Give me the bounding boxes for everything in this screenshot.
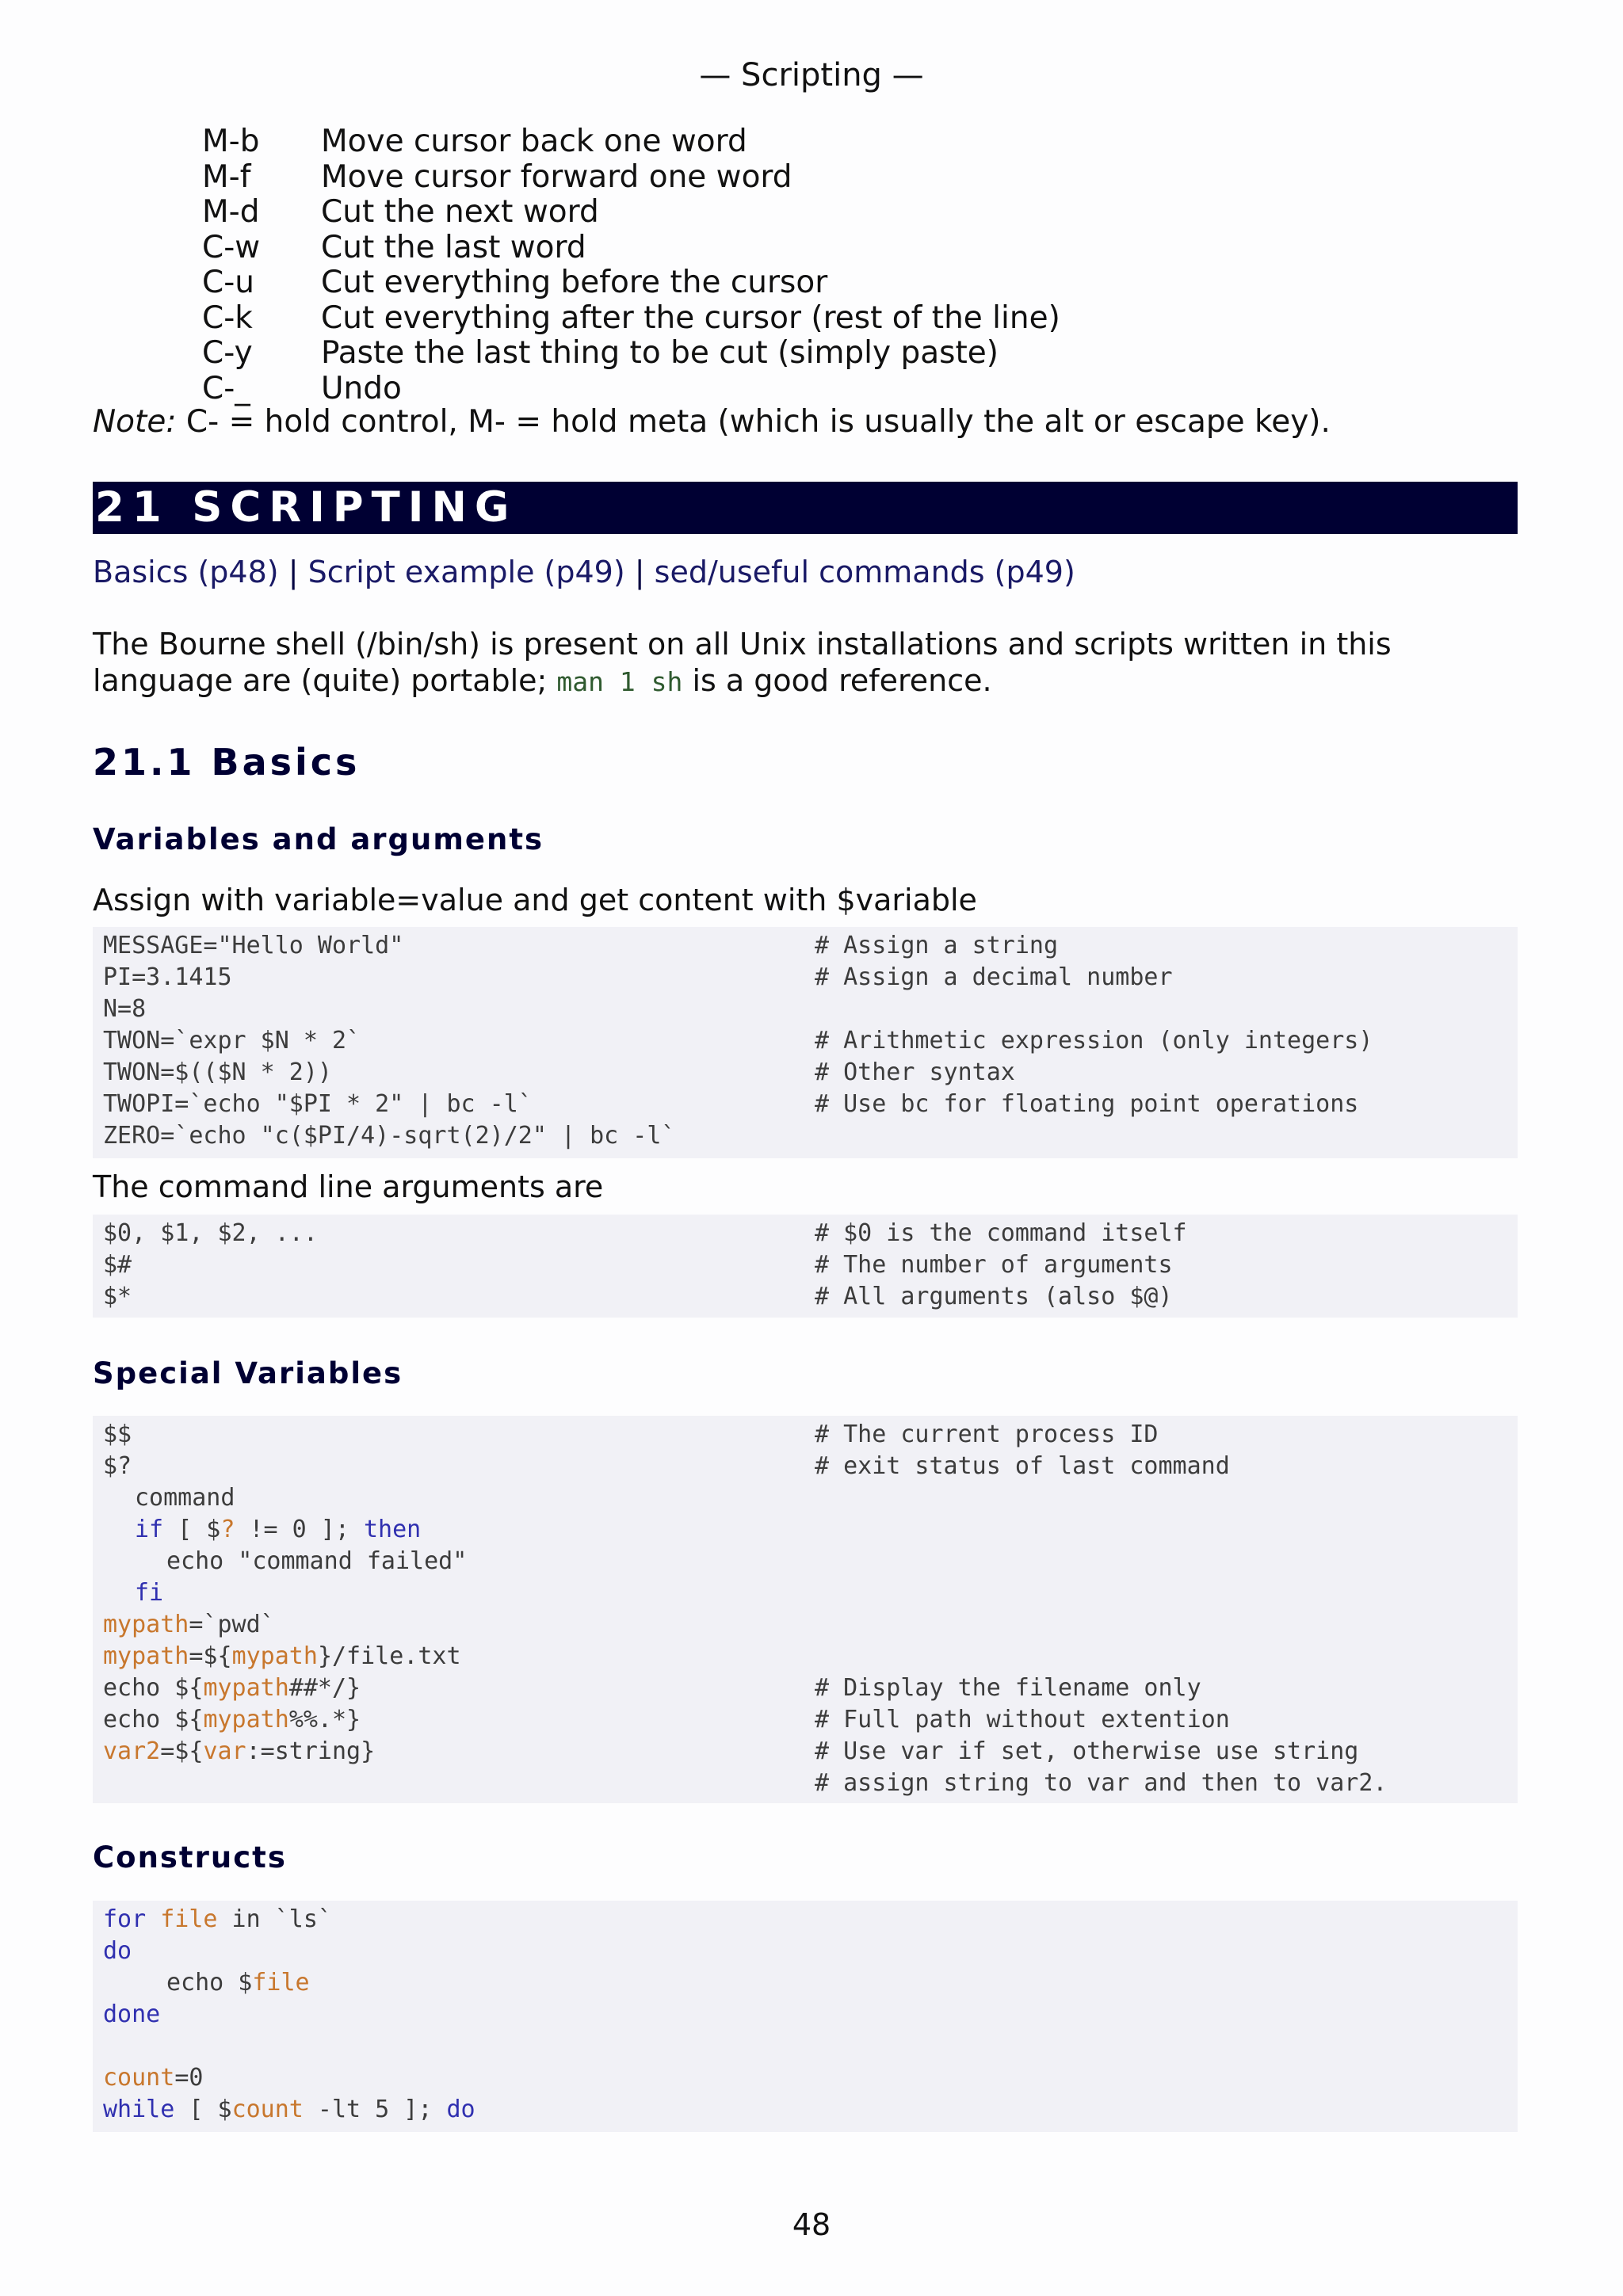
code-line: ZERO=`echo "c($PI/4)-sqrt(2)/2" | bc -l` [103, 1122, 676, 1150]
heading-special-variables: Special Variables [93, 1356, 403, 1390]
code-line: $# [103, 1251, 132, 1279]
code-line: $$ [103, 1421, 132, 1448]
shortcut-row [202, 124, 747, 159]
shortcut-description: Cut everything before the cursor [321, 265, 828, 300]
page-header: — Scripting — [699, 57, 924, 93]
intro-paragraph [93, 626, 1519, 700]
shortcut-row [202, 231, 586, 265]
code-block-arguments [93, 1215, 1518, 1318]
variable: mypath [203, 1674, 289, 1702]
code-text: %%.*} [288, 1706, 361, 1733]
variable: count [231, 2096, 304, 2123]
page-number: 48 [792, 2207, 831, 2242]
shortcut-description: Paste the last thing to be cut (simply paste) [321, 335, 999, 371]
shortcut-row [202, 336, 999, 371]
code-text: -lt 5 ]; [303, 2096, 447, 2123]
code-line: echo "command failed" [166, 1547, 468, 1575]
code-line [103, 1641, 461, 1672]
variables-description: Assign with variable=value and get content with $variable [93, 883, 977, 917]
shortcut-key: C-_ [202, 370, 250, 406]
variable: mypath [103, 1611, 189, 1638]
code-line: done [103, 2000, 161, 2028]
shortcut-row [202, 195, 599, 230]
code-line: TWOPI=`echo "$PI * 2" | bc -l` [103, 1090, 533, 1118]
code-line: PI=3.1415 [103, 963, 232, 991]
shortcut-row [202, 160, 792, 195]
shortcut-description: Cut everything after the cursor (rest of the line) [321, 299, 1060, 336]
code-text: [ $ [163, 1516, 221, 1543]
variable: mypath [231, 1642, 318, 1670]
code-text: echo $ [166, 1969, 253, 1997]
variable: mypath [103, 1642, 189, 1670]
intro-text-end: is a good reference. [682, 663, 992, 698]
code-text: =`pwd` [189, 1611, 275, 1638]
code-comment: # Display the filename only [815, 1674, 1201, 1702]
keyword: then [364, 1516, 422, 1543]
code-text: != 0 ]; [235, 1516, 364, 1543]
code-comment: # The current process ID [815, 1421, 1159, 1448]
code-line [103, 1672, 361, 1704]
code-comment: # Use bc for floating point operations [815, 1090, 1359, 1118]
heading-variables: Variables and arguments [93, 822, 544, 856]
variable: var2 [103, 1737, 161, 1765]
code-line: $? [103, 1452, 132, 1480]
inline-code-man: man 1 sh [556, 666, 683, 697]
code-comment: # The number of arguments [815, 1251, 1173, 1279]
code-text: [ $ [174, 2096, 232, 2123]
code-comment: # Other syntax [815, 1058, 1015, 1086]
nav-separator: | [634, 555, 645, 589]
keyword: do [446, 2096, 475, 2123]
nav-link-sed-commands[interactable]: sed/useful commands (p49) [654, 555, 1075, 589]
variable: mypath [203, 1706, 289, 1733]
shortcut-key: C-u [202, 265, 255, 300]
shortcut-key: M-d [202, 194, 260, 230]
nav-link-script-example[interactable]: Script example (p49) [307, 555, 625, 589]
code-line [103, 1904, 332, 1936]
shortcut-row [202, 372, 402, 406]
heading-constructs: Constructs [93, 1840, 287, 1875]
code-line: N=8 [103, 995, 147, 1023]
code-line [166, 1967, 310, 1999]
shortcut-row [202, 301, 1060, 336]
code-line [103, 2094, 475, 2126]
code-text: in `ls` [217, 1905, 332, 1933]
arguments-description: The command line arguments are [93, 1169, 604, 1204]
nav-link-basics[interactable]: Basics (p48) [93, 555, 279, 589]
code-text: =0 [174, 2064, 204, 2092]
code-text: }/file.txt [317, 1642, 461, 1670]
shortcut-description: Undo [321, 370, 402, 406]
code-line: command [135, 1484, 235, 1512]
code-line: do [103, 1937, 132, 1965]
code-comment: # All arguments (also $@) [815, 1283, 1173, 1310]
shortcut-description: Move cursor back one word [321, 124, 747, 159]
shortcut-key: M-f [202, 158, 251, 195]
shortcut-key: C-w [202, 229, 261, 265]
code-block-constructs [93, 1901, 1518, 2132]
variable: count [103, 2064, 175, 2092]
code-line: fi [135, 1579, 164, 1607]
intro-text: The Bourne shell (/bin/sh) is present on all Unix installations and scripts written in this language are (quite) portable; [93, 627, 1392, 698]
variable: file [146, 1905, 218, 1933]
variable: ? [220, 1516, 235, 1543]
code-text: ##*/} [288, 1674, 361, 1702]
code-line: TWON=`expr $N * 2` [103, 1027, 361, 1055]
code-line: TWON=$(($N * 2)) [103, 1058, 332, 1086]
shortcut-description: Cut the next word [321, 194, 599, 230]
code-line [103, 1609, 275, 1641]
code-line [103, 2062, 203, 2094]
variable: file [252, 1969, 310, 1997]
shortcut-row [202, 265, 827, 300]
code-text: echo ${ [103, 1706, 204, 1733]
note-text: C- = hold control, M- = hold meta (which is usually the alt or escape key). [185, 404, 1331, 440]
subsection-title-basics: 21.1 Basics [93, 741, 361, 784]
code-text: =${ [160, 1737, 204, 1765]
code-comment: # exit status of last command [815, 1452, 1230, 1480]
code-block-special-variables [93, 1416, 1518, 1803]
code-comment: # Full path without extention [815, 1706, 1230, 1733]
code-line: $* [103, 1283, 132, 1310]
code-line [135, 1514, 421, 1546]
code-text: =${ [189, 1642, 232, 1670]
code-line: $0, $1, $2, ... [103, 1219, 318, 1247]
shortcut-description: Cut the last word [321, 229, 586, 265]
code-comment: # assign string to var and then to var2. [815, 1769, 1388, 1797]
note-label: Note: [93, 404, 177, 440]
nav-separator: | [288, 555, 299, 589]
section-title: 21 SCRIPTING [93, 482, 1518, 534]
code-text: :=string} [246, 1737, 376, 1765]
code-text: echo ${ [103, 1674, 204, 1702]
code-comment: # Arithmetic expression (only integers) [815, 1027, 1373, 1055]
code-line [103, 1736, 375, 1768]
code-comment: # $0 is the command itself [815, 1219, 1187, 1247]
section-nav [93, 555, 1075, 589]
code-line: MESSAGE="Hello World" [103, 932, 404, 959]
keyword: while [103, 2096, 175, 2123]
code-block-variables [93, 927, 1518, 1158]
shortcut-key: C-k [202, 299, 253, 336]
shortcut-key: C-y [202, 335, 253, 371]
code-line [103, 1704, 361, 1736]
shortcut-key: M-b [202, 124, 260, 159]
shortcut-description: Move cursor forward one word [321, 158, 792, 195]
shortcut-note [93, 404, 1331, 440]
code-comment: # Assign a decimal number [815, 963, 1173, 991]
keyword: for [103, 1905, 147, 1933]
variable: var [203, 1737, 246, 1765]
code-comment: # Assign a string [815, 932, 1059, 959]
code-comment: # Use var if set, otherwise use string [815, 1737, 1359, 1765]
keyword: if [135, 1516, 164, 1543]
